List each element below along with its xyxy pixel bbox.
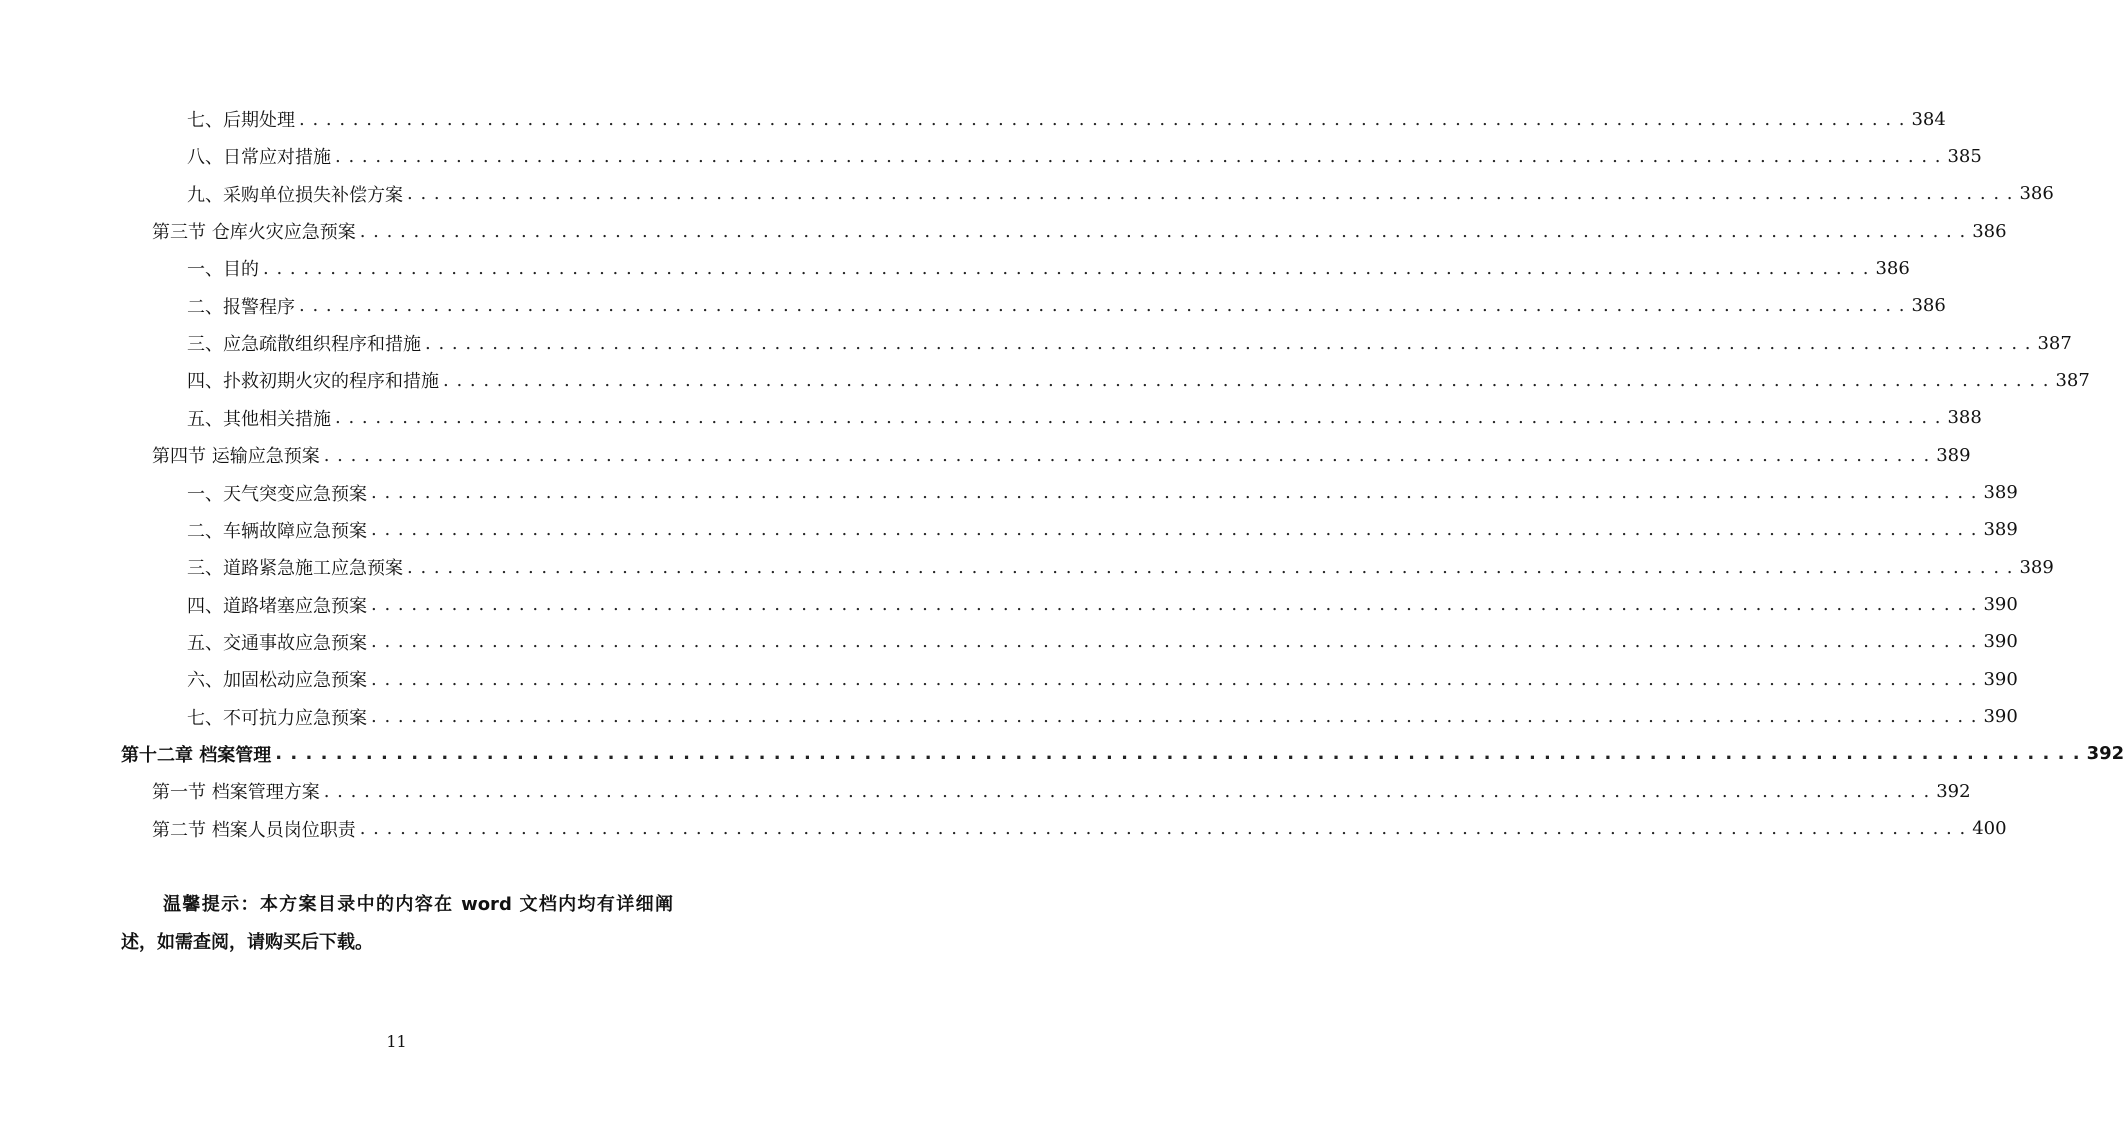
toc-dot-leader: . . . . . . . . . . . . . . . . . . . . . . . . . . . . . . . . . . . . . . . . . . . . . . . . . . . . . . . . . . . . . . . . . . . . . . . . . . . . . . . . . . . . . . . . . . . . . . . . . . . . . . . . . . . . . . . . . . . . . . . . xyxy=(371,519,1978,541)
toc-entry-title: 四、扑救初期火灾的程序和措施 xyxy=(187,371,439,393)
toc-entry-title: 七、后期处理 xyxy=(187,110,295,131)
toc-dot-leader: . . . . . . . . . . . . . . . . . . . . . . . . . . . . . . . . . . . . . . . . . . . . . . . . . . . . . . . . . . . . . . . . . . . . . . . . . . . . . . . . . . . . . . . . . . . . . . . . . . . . . . . . . . . . . . . . . . . . . . . . xyxy=(359,818,1967,840)
toc-entry-title: 第十二章 档案管理 xyxy=(121,744,272,766)
toc-entry[interactable] xyxy=(0,776,1971,806)
toc-dot-leader: . . . . . . . . . . . . . . . . . . . . . . . . . . . . . . . . . . . . . . . . . . . . . . . . . . . . . . . . . . . . . . . . . . . . . . . . . . . . . . . . . . . . . . . . . . . . . . . . . . . . . . . . . . . . . . . . . . . . . . . . xyxy=(299,108,1906,130)
toc-entry-page: 390 xyxy=(1983,594,2018,616)
toc-entry-page: 390 xyxy=(1983,631,2018,653)
toc-entry[interactable] xyxy=(0,365,2090,395)
toc-dot-leader: . . . . . . . . . . . . . . . . . . . . . . . . . . . . . . . . . . . . . . . . . . . . . . . . . . . . . . . . . . . . . . . . . . . . . . . . . . . . . . . . . . . . . . . . . . . . . . . . . . . . . . . . . . . . . . . . . . . . . . . . xyxy=(275,743,2081,765)
toc-dot-leader: . . . . . . . . . . . . . . . . . . . . . . . . . . . . . . . . . . . . . . . . . . . . . . . . . . . . . . . . . . . . . . . . . . . . . . . . . . . . . . . . . . . . . . . . . . . . . . . . . . . . . . . . . . . . . . . . . . . . . . . . xyxy=(371,706,1978,728)
toc-entry[interactable] xyxy=(0,179,2054,209)
toc-entry-page: 384 xyxy=(1911,108,1946,130)
toc-entry[interactable] xyxy=(0,814,2007,844)
toc-dot-leader: . . . . . . . . . . . . . . . . . . . . . . . . . . . . . . . . . . . . . . . . . . . . . . . . . . . . . . . . . . . . . . . . . . . . . . . . . . . . . . . . . . . . . . . . . . . . . . . . . . . . . . . . . . . . . . . . . . . . . . . . xyxy=(371,594,1978,616)
toc-entry-title: 二、车辆故障应急预案 xyxy=(187,520,367,542)
toc-entry-page: 387 xyxy=(2055,369,2090,391)
toc-entry[interactable] xyxy=(0,664,2018,694)
toc-dot-leader: . . . . . . . . . . . . . . . . . . . . . . . . . . . . . . . . . . . . . . . . . . . . . . . . . . . . . . . . . . . . . . . . . . . . . . . . . . . . . . . . . . . . . . . . . . . . . . . . . . . . . . . . . . . . . . . . . . . . . . . . xyxy=(407,556,2014,578)
toc-entry-title: 一、天气突变应急预案 xyxy=(187,483,367,505)
toc-entry[interactable] xyxy=(0,216,2007,246)
notice-text: 温馨提示：本方案目录中的内容在 word 文档内均有详细阐述，如需查阅，请购买后下载。 xyxy=(121,894,673,953)
toc-entry-page: 390 xyxy=(1983,668,2018,690)
toc-dot-leader: . . . . . . . . . . . . . . . . . . . . . . . . . . . . . . . . . . . . . . . . . . . . . . . . . . . . . . . . . . . . . . . . . . . . . . . . . . . . . . . . . . . . . . . . . . . . . . . . . . . . . . . . . . . . . . . . . . . . . . . . xyxy=(425,332,2032,354)
toc-entry-title: 第二节 档案人员岗位职责 xyxy=(152,819,356,841)
toc-entry-title: 第四节 运输应急预案 xyxy=(152,446,320,468)
toc-entry-title: 一、目的 xyxy=(187,259,259,281)
toc-entry-page: 387 xyxy=(2037,332,2072,354)
toc-entry[interactable] xyxy=(0,739,2124,769)
toc-entry[interactable] xyxy=(0,253,1910,283)
toc-entry-page: 385 xyxy=(1947,145,1982,167)
toc-entry-title: 第三节 仓库火灾应急预案 xyxy=(152,222,356,244)
toc-dot-leader: . . . . . . . . . . . . . . . . . . . . . . . . . . . . . . . . . . . . . . . . . . . . . . . . . . . . . . . . . . . . . . . . . . . . . . . . . . . . . . . . . . . . . . . . . . . . . . . . . . . . . . . . . . . . . . . . . . . . . . . . xyxy=(299,295,1906,317)
toc-dot-leader: . . . . . . . . . . . . . . . . . . . . . . . . . . . . . . . . . . . . . . . . . . . . . . . . . . . . . . . . . . . . . . . . . . . . . . . . . . . . . . . . . . . . . . . . . . . . . . . . . . . . . . . . . . . . . . . . . . . . . . . . xyxy=(323,780,1931,802)
toc-entry[interactable] xyxy=(0,478,2018,508)
toc-entry[interactable] xyxy=(0,291,1946,321)
toc-entry[interactable] xyxy=(0,702,2018,732)
toc-entry[interactable] xyxy=(0,104,1946,134)
toc-entry-page: 390 xyxy=(1983,706,2018,728)
toc-entry-title: 四、道路堵塞应急预案 xyxy=(187,595,367,617)
toc-entry-page: 389 xyxy=(2019,556,2054,578)
toc-entry[interactable] xyxy=(0,440,1971,470)
toc-dot-leader: . . . . . . . . . . . . . . . . . . . . . . . . . . . . . . . . . . . . . . . . . . . . . . . . . . . . . . . . . . . . . . . . . . . . . . . . . . . . . . . . . . . . . . . . . . . . . . . . . . . . . . . . . . . . . . . . . . . . . . . . xyxy=(371,631,1978,653)
toc-entry-title: 九、采购单位损失补偿方案 xyxy=(187,184,403,206)
toc-entry-page: 386 xyxy=(2019,183,2054,205)
toc-entry-title: 二、报警程序 xyxy=(187,296,295,318)
toc-dot-leader: . . . . . . . . . . . . . . . . . . . . . . . . . . . . . . . . . . . . . . . . . . . . . . . . . . . . . . . . . . . . . . . . . . . . . . . . . . . . . . . . . . . . . . . . . . . . . . . . . . . . . . . . . . . . . . . . . . . . . . . . xyxy=(407,183,2014,205)
toc-dot-leader: . . . . . . . . . . . . . . . . . . . . . . . . . . . . . . . . . . . . . . . . . . . . . . . . . . . . . . . . . . . . . . . . . . . . . . . . . . . . . . . . . . . . . . . . . . . . . . . . . . . . . . . . . . . . . . . . . . . . . . . . xyxy=(443,369,2050,391)
toc-entry-title: 第一节 档案管理方案 xyxy=(152,782,320,804)
toc-dot-leader: . . . . . . . . . . . . . . . . . . . . . . . . . . . . . . . . . . . . . . . . . . . . . . . . . . . . . . . . . . . . . . . . . . . . . . . . . . . . . . . . . . . . . . . . . . . . . . . . . . . . . . . . . . . . . . . . . . . . . . . . xyxy=(371,482,1978,503)
toc-entry[interactable] xyxy=(0,515,2018,545)
toc-entry-page: 386 xyxy=(1972,220,2007,242)
page-number: 11 xyxy=(386,1032,407,1051)
toc-entry-page: 389 xyxy=(1983,519,2018,541)
toc-entry-page: 386 xyxy=(1875,257,1910,279)
toc-entry-page: 388 xyxy=(1947,407,1982,429)
toc-dot-leader: . . . . . . . . . . . . . . . . . . . . . . . . . . . . . . . . . . . . . . . . . . . . . . . . . . . . . . . . . . . . . . . . . . . . . . . . . . . . . . . . . . . . . . . . . . . . . . . . . . . . . . . . . . . . . . . . . . . . . . . . xyxy=(335,145,1942,167)
toc-dot-leader: . . . . . . . . . . . . . . . . . . . . . . . . . . . . . . . . . . . . . . . . . . . . . . . . . . . . . . . . . . . . . . . . . . . . . . . . . . . . . . . . . . . . . . . . . . . . . . . . . . . . . . . . . . . . . . . . . . . . . . . . xyxy=(323,444,1931,466)
toc-entry-page: 392 xyxy=(2086,743,2124,765)
toc-entry-title: 五、其他相关措施 xyxy=(187,408,331,430)
toc-dot-leader: . . . . . . . . . . . . . . . . . . . . . . . . . . . . . . . . . . . . . . . . . . . . . . . . . . . . . . . . . . . . . . . . . . . . . . . . . . . . . . . . . . . . . . . . . . . . . . . . . . . . . . . . . . . . . . . . . . . . . . . . xyxy=(263,257,1870,279)
toc-entry-title: 六、加固松动应急预案 xyxy=(187,670,367,692)
toc-dot-leader: . . . . . . . . . . . . . . . . . . . . . . . . . . . . . . . . . . . . . . . . . . . . . . . . . . . . . . . . . . . . . . . . . . . . . . . . . . . . . . . . . . . . . . . . . . . . . . . . . . . . . . . . . . . . . . . . . . . . . . . . xyxy=(335,407,1942,429)
toc-entry-page: 386 xyxy=(1911,295,1946,317)
toc-entry-title: 三、应急疏散组织程序和措施 xyxy=(187,334,421,356)
toc-entry-title: 三、道路紧急施工应急预案 xyxy=(187,558,403,580)
toc-entry-page: 400 xyxy=(1972,818,2007,840)
toc-entry[interactable] xyxy=(0,328,2072,358)
toc-entry-page: 392 xyxy=(1936,780,1971,802)
toc-entry-page: 389 xyxy=(1936,444,1971,466)
toc-entry[interactable] xyxy=(0,552,2054,582)
toc-dot-leader: . . . . . . . . . . . . . . . . . . . . . . . . . . . . . . . . . . . . . . . . . . . . . . . . . . . . . . . . . . . . . . . . . . . . . . . . . . . . . . . . . . . . . . . . . . . . . . . . . . . . . . . . . . . . . . . . . . . . . . . . xyxy=(359,220,1967,242)
toc-entry-title: 五、交通事故应急预案 xyxy=(187,632,367,654)
toc-entry-title: 七、不可抗力应急预案 xyxy=(187,707,367,729)
toc-entry[interactable] xyxy=(0,590,2018,620)
toc-entry[interactable] xyxy=(0,141,1982,171)
toc-entry[interactable] xyxy=(0,403,1982,433)
toc-entry-title: 八、日常应对措施 xyxy=(187,147,331,169)
toc-dot-leader: . . . . . . . . . . . . . . . . . . . . . . . . . . . . . . . . . . . . . . . . . . . . . . . . . . . . . . . . . . . . . . . . . . . . . . . . . . . . . . . . . . . . . . . . . . . . . . . . . . . . . . . . . . . . . . . . . . . . . . . . xyxy=(371,668,1978,690)
toc-entry[interactable] xyxy=(0,627,2018,657)
toc-entry-page: 389 xyxy=(1983,482,2018,503)
